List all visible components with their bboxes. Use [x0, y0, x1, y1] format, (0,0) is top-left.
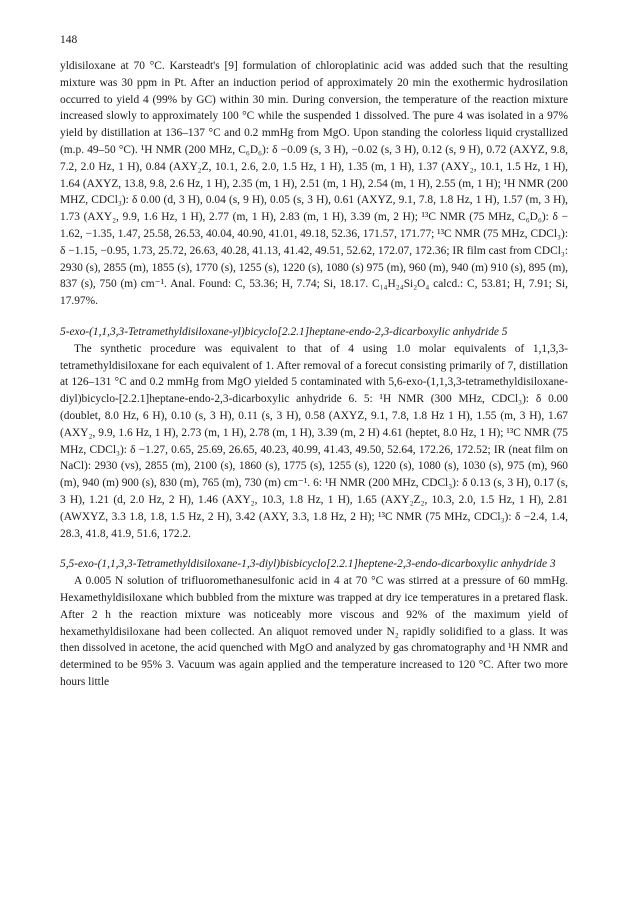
compound-3-procedure: A 0.005 N solution of trifluoromethanesulfonic acid in 4 at 70 °C was stirred at a pressure of 60 mmHg. Hexamethyldisiloxane which bubbled from the mixture was trapped at dry ice temperatures in a pretared flask. After 2 h the reaction mixture was noticeably more viscous and 92% of the maximum yield of hexamethyldisiloxane had been collected. An aliquot removed under N₂ rapidly solidified to a glass. It was then dissolved in acetone, the acid quenched with MgO and analyzed by gas chromatography and ¹H NMR and determined to be 95% 3. Vacuum was again applied and the temperature increased to 120 °C. After two more hours little — [60, 575, 568, 688]
section-gap — [60, 310, 568, 324]
compound-5-procedure: The synthetic procedure was equivalent to that of 4 using 1.0 molar equivalents of 1,1,3,3-tetramethyldisiloxane for each equivalent of 1. After removal of a forecut consisting primarily of 7, distillation at 126–131 °C and 0.2 mmHg from MgO yielded 5 contaminated with 5,6-exo-(1,1,3,3-tetramethyldisiloxane-diyl)bicyclo-[2.2.1]heptane-endo-2,3-dicarboxylic anhydride 6. 5: ¹H NMR (300 MHz, CDCl₃): δ 0.00 (doublet, 8.0 Hz, 6 H), 0.10 (s, 3 H), 0.11 (s, 3 H), 0.58 (AXYZ, 9.1, 7.8, 1.8 Hz 1 H), 1.55 (m, 3 H), 1.67 (AXY₂, 9.9, 1.6 Hz, 1 H), 2.73 (m, 1 H), 2.78 (m, 1 H), 3.39 (m, 2 H) 4.61 (heptet, 8.0 Hz, 1 H); ¹³C NMR (75 MHz, CDCl₃): δ −1.27, 0.65, 25.69, 26.65, 40.23, 40.99, 41.43, 49.50, 52.64, 172.26, 172.52; IR (neat film on NaCl): 2930 (vs), 2855 (m), 2100 (s), 1860 (s), 1775 (s), 1255 (s), 1220 (s), 1080 (s), 1030 (s), 975 (m), 960 (m), 940 (m) 900 (s), 830 (m), 765 (m), 730 (m) cm⁻¹. 6: ¹H NMR (200 MHz, CDCl₃): δ 0.13 (s, 3 H), 0.17 (s, 3 H), 1.21 (d, 2.0 Hz, 2 H), 1.46 (AXY₂, 10.3, 1.8 Hz, 1 H), 1.65 (AXY₂Z₂, 10.3, 2.0, 1.5 Hz, 1 H), 2.81 (AWXYZ, 3.3 1.8, 1.8, 1.5 Hz, 2 H), 3.42 (AXY, 3.3, 1.8 Hz, 2 H); ¹³C NMR (75 MHz, CDCl₃): δ −2.4, 1.4, 28.3, 41.8, 41.9, 51.6, 172.2. — [60, 342, 568, 540]
page-number: 148 — [60, 34, 78, 46]
section-gap — [60, 542, 568, 556]
paper-page — [60, 32, 568, 691]
experimental-paragraph-1: yldisiloxane at 70 °C. Karsteadt's [9] formulation of chloroplatinic acid was added such that the resulting mixture was 30 ppm in Pt. After an induction period of approximately 20 min the exothermic hydrosilation occurred to yield 4 (99% by GC) within 30 min. During conversion, the temperature of the reaction mixture increased slowly to approximately 100 °C while the suspended 1 dissolved. The pure 4 was isolated in a 97% yield by distillation at 136–137 °C and 0.2 mmHg from MgO. Upon standing the colorless liquid crystallized (m.p. 49–50 °C). ¹H NMR (200 MHz, C₆D₆): δ −0.09 (s, 3 H), −0.02 (s, 3 H), 0.12 (s, 9 H), 0.72 (AXYZ, 9.8, 7.2, 2.0 Hz, 1 H), 0.84 (AXY₂Z, 10.1, 2.6, 2.0, 1.5 Hz, 1 H), 1.35 (m, 1 H), 1.37 (AXY₂, 10.1, 1.5 Hz, 1 H), 1.64 (AXYZ, 13.8, 9.8, 2.6 Hz, 1 H), 2.35 (m, 1 H), 2.51 (m, 1 H), 2.54 (m, 1 H), 2.55 (m, 1 H); ¹H NMR (200 MHZ, CDCl₃): δ 0.00 (d, 3 H), 0.04 (s, 9 H), 0.05 (s, 3 H), 0.61 (AXYZ, 9.1, 7.8, 1.8 Hz, 1 H), 1.57 (m, 3 H), 1.73 (AXY₂, 9.9, 1.6 Hz, 1 H), 2.77 (m, 1 H), 2.83 (m, 1 H), 3.39 (m, 2 H); ¹³C NMR (75 MHz, C₆D₆): δ − 1.62, −1.35, 1.47, 25.58, 26.53, 40.04, 40.90, 41.01, 49.18, 52.36, 171.57, 171.77; ¹³C NMR (75 MHz, CDCl₃): δ −1.15, −0.95, 1.73, 25.72, 26.63, 40.28, 41.13, 41.42, 49.51, 52.62, 172.07, 172.36; IR film cast from CDCl₃: 2930 (s), 2855 (m), 1855 (s), 1770 (s), 1255 (s), 1220 (s), 1080 (s) 975 (m), 960 (m), 940 (m) 910 (s), 895 (m), 837 (s), 750 (m) cm⁻¹. Anal. Found: C, 53.36; H, 7.74; Si, 18.17. C₁₄H₂₄Si₂O₄ calcd.: C, 53.81; H, 7.91; Si, 17.97%. — [60, 60, 568, 308]
compound-3-heading: 5,5-exo-(1,1,3,3-Tetramethyldisiloxane-1,3-diyl)bisbicyclo[2.2.1]heptene-2,3-endo-dicarboxylic anhydride 3 — [60, 558, 556, 571]
compound-5-heading: 5-exo-(1,1,3,3-Tetramethyldisiloxane-yl)bicyclo[2.2.1]heptane-endo-2,3-dicarboxylic anhydride 5 — [60, 325, 508, 338]
